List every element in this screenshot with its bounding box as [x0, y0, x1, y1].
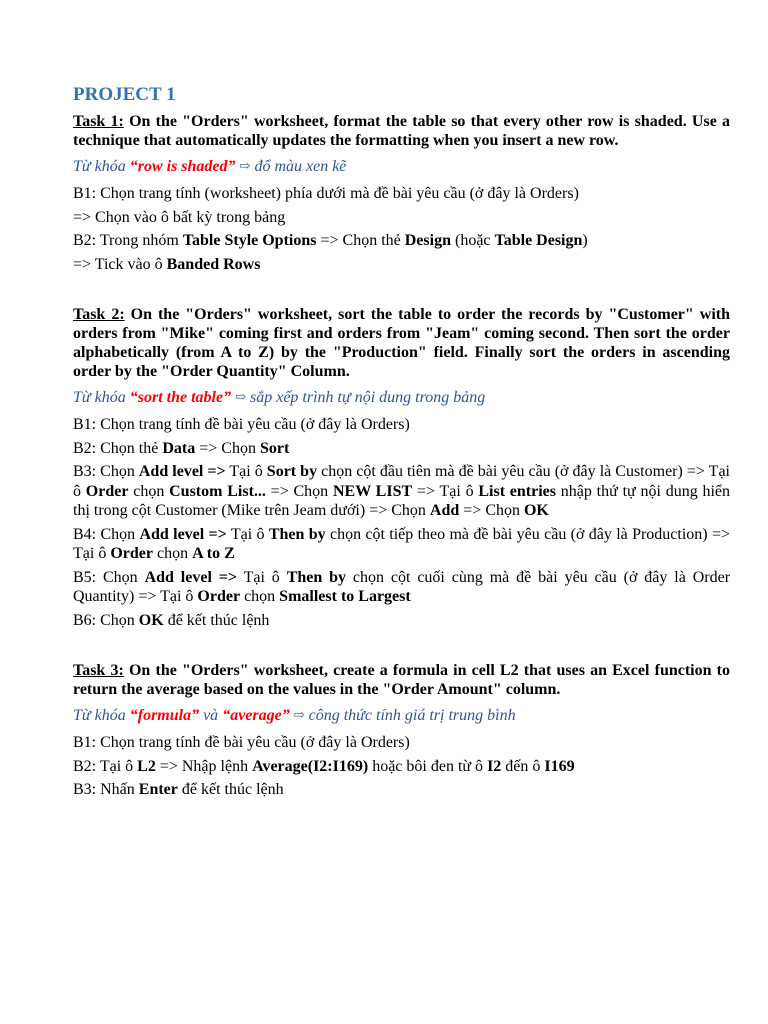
- task-2-step: B3: Chọn Add level => Tại ô Sort by chọn cột đầu tiên mà đề bài yêu cầu (ở đây là Customer) => Tại ô Order chọn Custom List... => Chọn NEW LIST => Tại ô List entries nhập thứ tự nội dung hiển thị trong cột Customer (Mike trên Jeam dưới) => Chọn Add => Chọn OK: [73, 463, 731, 519]
- task-1-label: Task 1:: [73, 113, 124, 130]
- bold-term: Enter: [138, 781, 178, 798]
- bold-term: Average(I2:I169): [252, 757, 369, 775]
- bold-term: Order: [85, 482, 129, 500]
- task-2-step: B5: Chọn Add level => Tại ô Then by chọn cột cuối cùng mà đề bài yêu cầu (ở đây là Order Quantity) => Tại ô Order chọn Smallest to Largest: [73, 568, 731, 605]
- bold-term: Sort: [259, 439, 290, 457]
- keyword-prefix: Từ khóa: [73, 389, 130, 406]
- keyword-term: “formula”: [129, 707, 200, 724]
- arrow-right-icon: ⇨: [239, 158, 251, 173]
- task-1-text: On the "Orders" worksheet, format the table so that every other row is shaded. Use a technique that automatically updates the formatting when you insert a new row.: [73, 113, 730, 149]
- section-spacer: [73, 278, 730, 305]
- bold-term: A to Z: [192, 545, 235, 562]
- task-1-step: B1: Chọn trang tính (worksheet) phía dưới mà đề bài yêu cầu (ở đây là Orders): [73, 185, 579, 202]
- bold-term: Table Design: [494, 232, 583, 249]
- task-3-text: On the "Orders" worksheet, create a formula in cell L2 that uses an Excel function to return the average based on the values in the "Order Amount" column.: [73, 662, 731, 698]
- keyword-term: “sort the table”: [129, 389, 232, 406]
- task-3-step: B3: Nhấn Enter để kết thúc lệnh: [73, 781, 284, 798]
- task-3-step: B2: Tại ô L2 => Nhập lệnh Average(I2:I169) hoặc bôi đen từ ô I2 đến ô I169: [73, 757, 575, 775]
- bold-term: Smallest to Largest: [279, 588, 411, 605]
- bold-term: OK: [138, 611, 164, 629]
- bold-term: Add: [429, 502, 460, 519]
- keyword-prefix: Từ khóa: [73, 158, 130, 175]
- keyword-prefix: Từ khóa: [73, 707, 130, 724]
- keyword-term: “average”: [222, 707, 290, 724]
- bold-term: Order: [197, 588, 241, 605]
- bold-term: Sort by: [266, 463, 318, 480]
- bold-term: Then by: [268, 525, 326, 543]
- task-2-label: Task 2:: [73, 306, 125, 323]
- task-1-step: B2: Trong nhóm Table Style Options => Chọn thẻ Design (hoặc Table Design): [73, 232, 588, 249]
- section-spacer: [73, 634, 730, 661]
- task-2-step: B2: Chọn thẻ Data => Chọn Sort: [73, 439, 290, 457]
- bold-term: Table Style Options: [182, 232, 317, 249]
- bold-term: I169: [544, 757, 575, 775]
- keyword-meaning: đổ màu xen kẽ: [250, 158, 347, 175]
- bold-term: Banded Rows: [166, 255, 261, 273]
- bold-term: L2: [137, 757, 156, 775]
- task-3-label: Task 3:: [73, 662, 124, 679]
- bold-term: Add level =>: [138, 463, 226, 480]
- task-1-step: => Chọn vào ô bất kỳ trong bảng: [73, 208, 286, 226]
- task-2-keyword: [73, 387, 730, 407]
- bold-term: Data: [162, 439, 196, 457]
- task-3-heading: [73, 661, 730, 699]
- task-3-keyword: [73, 705, 730, 725]
- task-1-heading: [73, 112, 730, 150]
- bold-term: Then by: [286, 568, 347, 586]
- bold-term: NEW LIST: [332, 482, 413, 500]
- task-2-step: B6: Chọn OK để kết thúc lệnh: [73, 611, 270, 629]
- task-1-keyword: [73, 156, 730, 176]
- bold-term: Order: [110, 545, 153, 562]
- keyword-meaning: sắp xếp trình tự nội dung trong bảng: [245, 389, 486, 406]
- bold-term: Design: [404, 232, 451, 249]
- bold-term: OK: [523, 502, 549, 519]
- bold-term: Custom List...: [169, 482, 266, 500]
- arrow-right-icon: ⇨: [235, 389, 246, 404]
- task-2-step: B1: Chọn trang tính đề bài yêu cầu (ở đây là Orders): [73, 416, 410, 433]
- page-title: PROJECT 1: [73, 84, 176, 105]
- document-page: [73, 84, 730, 804]
- bold-term: Add level =>: [139, 525, 227, 543]
- keyword-conjunction: và: [199, 707, 223, 724]
- keyword-term: “row is shaded”: [129, 158, 236, 175]
- arrow-right-icon: ⇨: [293, 707, 305, 722]
- bold-term: List entries: [478, 482, 557, 500]
- task-3-step: B1: Chọn trang tính đề bài yêu cầu (ở đây là Orders): [73, 734, 410, 751]
- bold-term: I2: [487, 757, 502, 775]
- task-2-heading: [73, 305, 730, 381]
- keyword-meaning: công thức tính giá trị trung bình: [304, 707, 516, 724]
- task-2-step: B4: Chọn Add level => Tại ô Then by chọn cột tiếp theo mà đề bài yêu cầu (ở đây là Production) => Tại ô Order chọn A to Z: [73, 525, 731, 562]
- task-2-text: On the "Orders" worksheet, sort the table to order the records by "Customer" with orders from "Mike" coming first and orders from "Jeam" coming second. Then sort the order alphabetically (from A to Z) by the "Production" field. Finally sort the orders in ascending order by the "Order Quantity" Column.: [73, 306, 731, 380]
- task-1-step: => Tick vào ô Banded Rows: [73, 255, 261, 273]
- bold-term: Add level =>: [144, 568, 238, 586]
